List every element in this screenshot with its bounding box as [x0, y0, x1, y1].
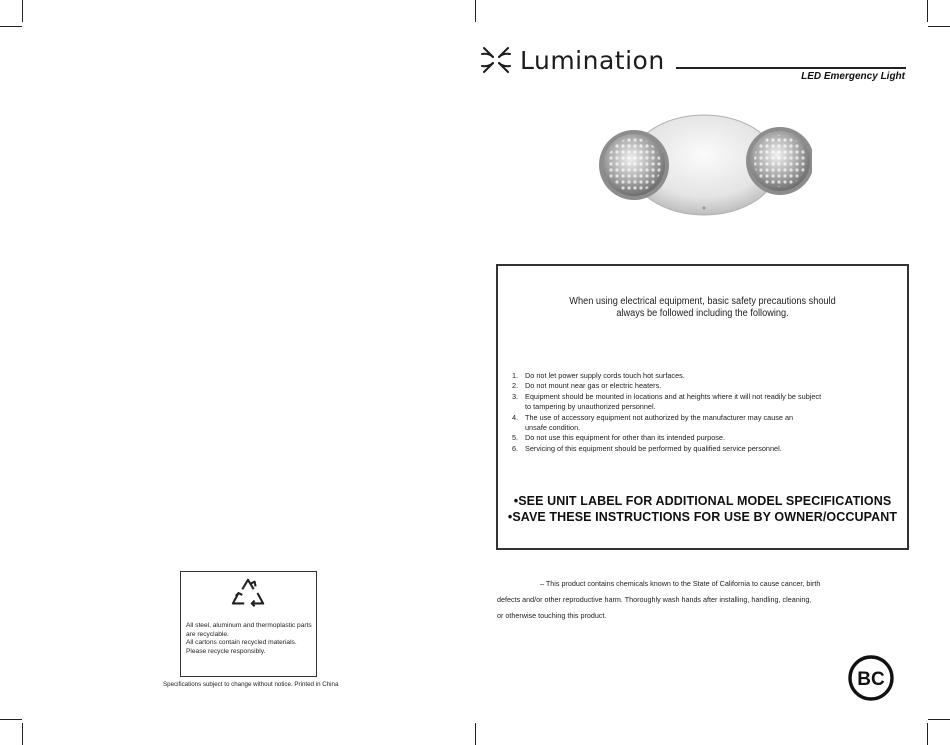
safety-item-text: Equipment should be mounted in locations and at heights where it will not readily be subject: [525, 391, 822, 401]
safety-item: [512, 433, 872, 443]
recycle-line: All cartons contain recycled materials.: [186, 639, 297, 647]
model-spec-notice: •SEE UNIT LABEL FOR ADDITIONAL MODEL SPECIFICATIONS: [513, 494, 892, 508]
recycle-notice-box: [180, 571, 317, 677]
safety-item: [512, 392, 872, 413]
safety-intro-line: When using electrical equipment, basic safety precautions should: [569, 296, 836, 307]
prop65-line: – This product contains chemicals known to the State of California to cause cancer, birth: [540, 579, 821, 588]
crop-mark: [927, 0, 928, 22]
header-rule: [676, 67, 906, 69]
safety-item-number: 5.: [512, 433, 519, 443]
safety-item-text: to tampering by unauthorized personnel.: [525, 402, 656, 412]
prop65-line: defects and/or other reproductive harm. Thoroughly wash hands after installing, handling, cleaning,: [497, 595, 812, 604]
crop-mark: [928, 26, 950, 27]
safety-instructions-box: [496, 264, 909, 550]
footer-note: Specifications subject to change without notice. Printed in China: [163, 681, 339, 688]
safety-item-text: Do not let power supply cords touch hot surfaces.: [525, 371, 685, 380]
safety-item: [512, 444, 872, 454]
safety-item-text: Do not use this equipment for other than its intended purpose.: [525, 433, 725, 443]
safety-item-text: The use of accessory equipment not authorized by the manufacturer may cause an: [525, 412, 794, 422]
brand-logo: [480, 42, 665, 78]
safety-intro-line: always be followed including the following.: [616, 308, 789, 319]
safety-item: [512, 371, 872, 381]
recycle-line: All steel, aluminum and thermoplastic parts: [186, 622, 312, 629]
crop-mark: [927, 723, 928, 745]
save-instructions-notice: •SAVE THESE INSTRUCTIONS FOR USE BY OWNER/OCCUPANT: [507, 510, 898, 524]
crop-mark: [475, 0, 476, 22]
prop65-warning: [497, 576, 842, 624]
safety-item: [512, 413, 872, 434]
safety-item-number: 4.: [512, 412, 519, 422]
brand-name: Lumination: [520, 45, 665, 75]
recycle-icon: [229, 576, 267, 612]
bc-mark-text: BC: [857, 669, 885, 690]
safety-item-text: unsafe condition.: [525, 423, 581, 433]
safety-list: [512, 371, 872, 454]
recycle-text: [186, 622, 312, 656]
product-photo: [596, 113, 812, 217]
crop-mark: [22, 723, 23, 745]
lumination-x-icon: [480, 44, 512, 76]
recycle-line: are recyclable.: [186, 630, 229, 638]
bc-certification-mark: [848, 655, 894, 701]
crop-mark: [475, 723, 476, 745]
safety-item-number: 1.: [512, 371, 519, 380]
prop65-line: or otherwise touching this product.: [497, 611, 607, 620]
safety-item-number: 2.: [512, 381, 519, 391]
crop-mark: [0, 719, 22, 720]
safety-item-number: 3.: [512, 391, 519, 401]
recycle-line: Please recycle responsibly.: [186, 647, 266, 655]
safety-item-number: 6.: [512, 443, 519, 453]
safety-item-text: Servicing of this equipment should be performed by qualified service personnel.: [525, 443, 782, 453]
crop-mark: [0, 26, 22, 27]
crop-mark: [22, 0, 23, 22]
safety-item: [512, 381, 872, 391]
safety-intro: [514, 296, 890, 320]
product-line-title: LED Emergency Light: [801, 71, 905, 82]
safety-item-text: Do not mount near gas or electric heaters.: [525, 381, 662, 391]
crop-mark: [928, 719, 950, 720]
